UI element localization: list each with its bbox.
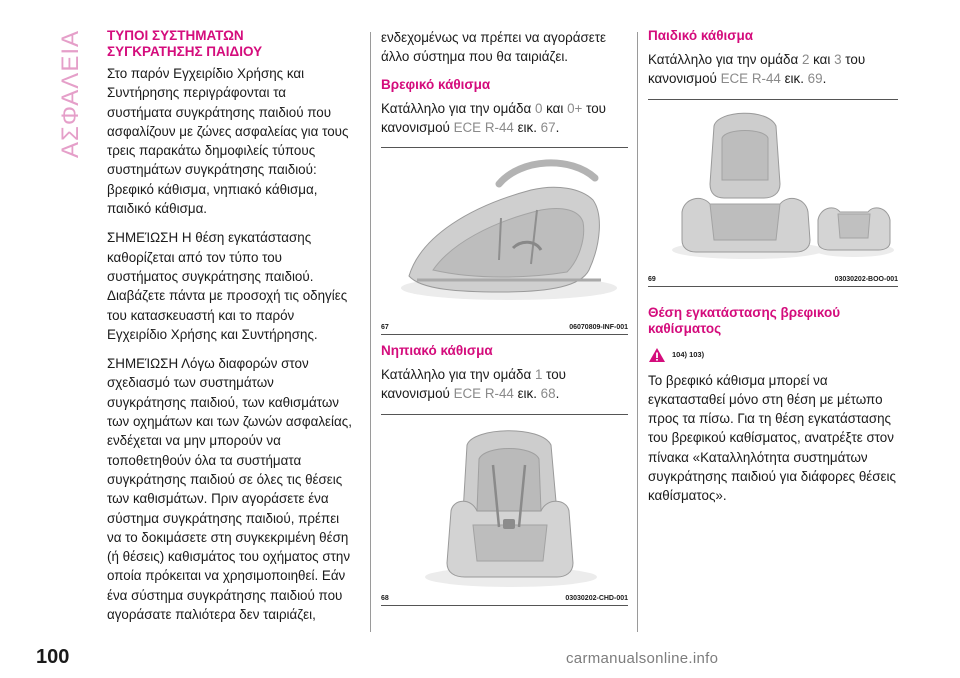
figure-code: 03030202-BOO-001: [834, 275, 898, 283]
warning-triangle-icon: [648, 347, 666, 363]
note-paragraph-1: ΣΗΜΕΊΩΣΗ Η θέση εγκατάστασης καθορίζεται από τον τύπο του συστήματος συγκράτησης παιδιού. Διαβάζετε πάντα με προσοχή τις οδηγίες του κατασκευαστή και το παρόν Εγχειρίδιο Χρήσης και Συντήρησης.: [107, 230, 348, 342]
column-2: [381, 28, 628, 614]
child-seat-title: Παιδικό κάθισμα: [648, 28, 754, 43]
infant-seat-text: Κατάλληλο για την ομάδα 0 και 0+ του κανονισμού ECE R-44 εικ. 67.: [381, 100, 606, 135]
column-divider-1: [370, 32, 371, 632]
figure-68: [381, 414, 628, 606]
infant-seat-illustration: [381, 148, 628, 334]
child-seat-text: Κατάλληλο για την ομάδα 2 και 3 του κανονισμού ECE R-44 εικ. 69.: [648, 52, 866, 87]
intro-paragraph: Στο παρόν Εγχειρίδιο Χρήσης και Συντήρησης περιγράφονται τα συστήματα συγκράτησης παιδιού που ασφαλίζουν με ζώνες ασφαλείας για τους τρεις παρακάτω δημοφιλείς τύπους συστημάτων συγκράτησης παιδιού: βρεφικό κάθισμα, νηπιακό κάθισμα, παιδικό κάθισμα.: [107, 66, 349, 217]
figure-69: [648, 99, 898, 287]
figure-number: 69: [648, 275, 656, 283]
figure-code: 06070809-INF-001: [569, 324, 628, 332]
install-position-text: Το βρεφικό κάθισμα μπορεί να εγκατασταθεί μόνο στη θέση με μέτωπο προς τα πίσω. Για τη θέση εγκατάστασης του βρεφικού καθίσματος, ανατρέξτε στον πίνακα «Καταλληλότητα συστημάτων συγκράτησης παιδιού για διάφορες θέσεις καθίσματος».: [648, 372, 896, 504]
continued-paragraph: ενδεχομένως να πρέπει να αγοράσετε άλλο σύστημα που θα ταιριάζει.: [381, 30, 606, 65]
toddler-seat-title: Νηπιακό κάθισμα: [381, 343, 493, 359]
watermark: carmanualsonline.info: [566, 650, 719, 667]
column-1: [107, 28, 354, 634]
warning-references: 104) 103): [672, 350, 705, 360]
figure-number: 67: [381, 324, 389, 332]
section-heading: ΤΥΠΟΙ ΣΥΣΤΗΜΑΤΩΝ ΣΥΓΚΡΑΤΗΣΗΣ ΠΑΙΔΙΟΥ: [107, 28, 263, 59]
figure-number: 68: [381, 594, 389, 602]
install-position-title: Θέση εγκατάστασης βρεφικού καθίσματος: [648, 304, 841, 336]
column-3: [648, 28, 898, 516]
figure-code: 03030202-CHD-001: [565, 594, 628, 602]
side-section-title: [50, 30, 86, 160]
note-paragraph-2: ΣΗΜΕΊΩΣΗ Λόγω διαφορών στον σχεδιασμό των συστημάτων συγκράτησης παιδιού, των καθισμάτων των οχημάτων και των ζωνών ασφαλείας, ενδέχεται να μην μπορούν να τοποθετηθούν όλα τα συστήματα συγκράτησης παιδιού σε όλες τις θέσεις των καθισμάτων. Πριν αγοράσετε ένα σύστημα συγκράτησης παιδιού, πρέπει να το δοκιμάσετε στη συγκεκριμένη θέση (ή θέσεις) καθισμάτος του οχήματος στην οποία πρόκειται να χρησιμοποιηθεί. Εάν ένα σύστημα συγκράτησης παιδιού που αγοράσατε παλιότερα δεν ταιριάζει,: [107, 356, 352, 623]
figure-67: [381, 147, 628, 335]
page-number: 100: [36, 646, 70, 668]
toddler-seat-text: Κατάλληλο για την ομάδα 1 του κανονισμού ECE R-44 εικ. 68.: [381, 367, 566, 402]
column-divider-2: [637, 32, 638, 632]
warning-row: [648, 347, 898, 363]
booster-seat-illustration: [648, 100, 898, 286]
toddler-seat-illustration: [381, 415, 628, 605]
infant-seat-title: Βρεφικό κάθισμα: [381, 76, 491, 92]
side-title-text: ΑΣΦΑΛΕΙΑ: [57, 30, 84, 158]
